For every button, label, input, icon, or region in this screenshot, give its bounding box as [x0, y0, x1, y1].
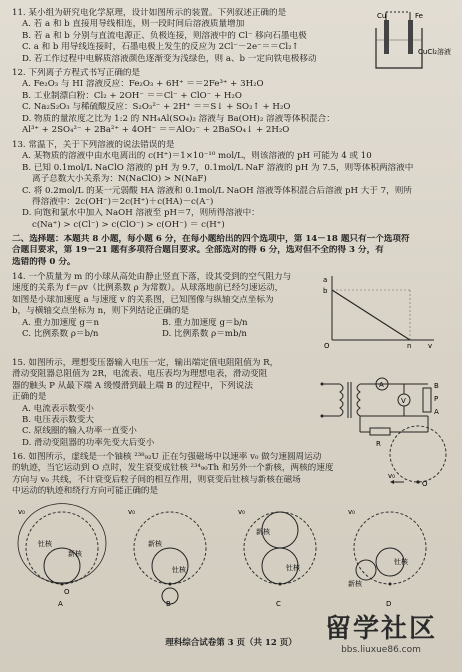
uranium-orbit-figure — [384, 420, 454, 488]
n-tick-label: n — [407, 342, 412, 348]
q13-option-d: D. 向饱和氯水中加入 NaOH 溶液至 pH＝7，则所得溶液中： — [22, 208, 260, 219]
q13-option-c: C. 将 0.2mol/L 的某一元弱酸 HA 溶液和 0.1mol/L NaOH 溶液等体积混合后溶液 pH 大于 7，则所 — [22, 185, 412, 196]
q14-option-c: C. 比例系数 ρ＝b/n — [22, 329, 99, 340]
q13-option-d-cont: c(Na⁺) > c(Cl⁻) > c(ClO⁻) > c(OH⁻) ＝ c(H⁺) — [32, 219, 225, 230]
q14-stem-2: 速度的关系为 f＝ρv（比例系数 ρ 为常数）。从球落地前已经匀速运动， — [12, 283, 284, 294]
q14-option-b: B. 重力加速度 g＝b/n — [162, 317, 248, 328]
q13-stem: 13. 常温下，关于下列溶液的说法错误的是 — [12, 140, 175, 150]
q16-label-d: D — [386, 600, 392, 608]
svg-text:v₀: v₀ — [238, 508, 245, 516]
q15-option-a: A. 电流表示数变小 — [22, 403, 94, 414]
q12-option-c: C. Na₂S₂O₃ 与稀硫酸反应：S₂O₃²⁻ + 2H⁺ ＝＝S↓ + SO₂↑ + H₂O — [22, 102, 291, 113]
question-12 — [12, 68, 452, 136]
q13-option-b: B. 已知 0.1mol/L NaClO 溶液的 pH 为 9.7，0.1mol/L NaF 溶液的 pH 为 7.5，则等体积两溶液中 — [22, 162, 414, 173]
svg-text:钍核: 钍核 — [286, 564, 300, 572]
q16-stem-2: 的轨迹，当它运动到 O 点时，发生衰变成钍核 ²³⁴₉₀Th 和另外一个新核，两核的速度 — [12, 463, 334, 474]
orbit-v0-label: v₀ — [388, 472, 395, 480]
q14-option-a: A. 重力加速度 g＝n — [22, 317, 99, 328]
svg-text:新核: 新核 — [256, 528, 270, 536]
q15-stem-4: 正确的是 — [12, 392, 47, 403]
q16-stem-1: 16. 如图所示，虚线是一个铀核 ²³⁸₉₂U 正在匀强磁场中以速率 v₀ 做匀速圆周运动 — [12, 452, 322, 462]
a-axis-label: a — [323, 276, 328, 284]
watermark-url: bbs.liuxue86.com — [341, 645, 421, 655]
q12-option-b: B. 工业制漂白粉：Cl₂ + 2OH⁻ ＝＝Cl⁻ + ClO⁻ + H₂O — [22, 90, 242, 101]
svg-text:O: O — [64, 588, 70, 596]
rheostat-bottom-label: A — [434, 408, 439, 416]
resistor-label: R — [376, 440, 381, 448]
rheostat-top-label: B — [434, 382, 439, 390]
section-2-line-2: 合题目要求，第 19－21 题有多项符合题目要求。全部选对的得 6 分，选对但不全的得 3 分，有 — [12, 245, 384, 256]
q12-option-d-equation: Al³⁺ + 2SO₄²⁻ + 2Ba²⁺ + 4OH⁻ ＝＝AlO₂⁻ + 2BaSO₄↓ + 2H₂O — [22, 125, 290, 136]
page-footer: 理科综合试卷第 3 页（共 12 页） — [165, 638, 297, 648]
q15-option-c: C. 原线圈的输入功率一直变小 — [22, 426, 137, 437]
section-2-line-3: 选错的得 0 分。 — [12, 256, 76, 267]
svg-text:新核: 新核 — [348, 580, 362, 588]
rheostat — [423, 388, 431, 412]
slider-p-label: P — [434, 395, 439, 403]
origin-label: O — [324, 342, 330, 348]
secondary-coil — [357, 384, 360, 416]
q16-label-c: C — [276, 600, 281, 608]
q13-option-c-cont: 得溶液中：2c(OH⁻)＝2c(H⁺)＋c(HA)－c(A⁻) — [32, 197, 214, 208]
question-14 — [12, 272, 312, 340]
b-tick-label: b — [323, 287, 328, 295]
q16-option-diagrams — [10, 500, 450, 610]
question-15 — [12, 358, 312, 449]
svg-text:新核: 新核 — [68, 550, 82, 558]
q16-stem-4: 中运动的轨迹和绕行方向可能正确的是 — [12, 486, 159, 497]
q11-stem: 11. 某小组为研究电化学原理，设计如图所示的装置。下列叙述正确的是 — [12, 8, 287, 18]
q15-stem-2: 滑动变阻器总阻值为 2R，电流表、电压表均为理想电表，滑动变阻 — [12, 369, 268, 380]
cu-electrode — [384, 20, 389, 54]
svg-text:v₀: v₀ — [128, 508, 135, 516]
voltmeter-label: V — [401, 397, 406, 405]
acceleration-velocity-graph — [318, 272, 438, 348]
cu-label: Cu — [377, 12, 387, 20]
ammeter-label: A — [379, 381, 384, 389]
q11-option-b: B. 若 a 和 b 分别与直流电源正、负极连接，则溶液中的 Cl⁻ 移向石墨电极 — [22, 30, 307, 41]
watermark-text: 留学社区 — [324, 614, 437, 644]
primary-coil — [340, 384, 343, 416]
svg-text:v₀: v₀ — [348, 508, 355, 516]
q11-option-c: C. a 和 b 用导线连接时，石墨电极上发生的反应为 2Cl⁻－2e⁻＝＝Cl₂↑ — [22, 42, 299, 53]
fe-label: Fe — [415, 12, 423, 20]
svg-text:v₀: v₀ — [18, 508, 25, 516]
q15-stem-3: 器的触头 P 从最下端 A 缓慢滑到最上端 B 的过程中，下列说法 — [12, 380, 253, 391]
electrolysis-cell-figure — [362, 8, 458, 74]
q16-diagram-a — [18, 504, 106, 608]
q11-option-d: D. 若工作过程中电解质溶液颜色逐渐变为浅绿色，则 a、b 一定向铁电极移动 — [22, 53, 317, 64]
q14-stem-1: 14. 一个质量为 m 的小球从高处由静止竖直下落，设其受到的空气阻力与 — [12, 272, 292, 282]
q16-diagram-c — [238, 508, 316, 608]
q16-label-b: B — [166, 600, 171, 608]
q12-option-a: A. Fe₂O₃ 与 HI 溶液反应：Fe₂O₃ + 6H⁺ ＝＝2Fe³⁺ + 3H₂O — [22, 79, 264, 90]
watermark — [306, 608, 456, 655]
solution-label: CuCl₂溶液 — [418, 48, 451, 56]
svg-text:钍核: 钍核 — [38, 540, 52, 548]
q12-option-d: D. 物质的量浓度之比为 1:2 的 NH₄Al(SO₄)₂ 溶液与 Ba(OH)₂ 溶液等体积混合： — [22, 113, 335, 124]
section-2-line-1: 二、选择题：本题共 8 小题，每小题 6 分，在每小题给出的四个选项中，第 14－18 题只有一个选项符 — [12, 234, 410, 244]
orbit-point-o: O — [422, 480, 428, 488]
q14-stem-3: 如图是小球加速度 a 与速度 v 的关系图，已知图像与纵轴交点坐标为 — [12, 294, 274, 305]
q12-stem: 12. 下列离子方程式书写正确的是 — [12, 68, 141, 78]
svg-text:新核: 新核 — [148, 540, 162, 548]
v-axis-label: v — [428, 342, 433, 348]
section-2-instructions — [12, 234, 452, 268]
q16-stem-3: 方向与 v₀ 共线，不计衰变后粒子间的相互作用，则衰变后钍核与新核在磁场 — [12, 474, 301, 485]
q13-option-a: A. 某物质的溶液中由水电离出的 c(H⁺)＝1×10⁻¹⁰ mol/L，则该溶液的 pH 可能为 4 或 10 — [22, 151, 372, 162]
q15-option-b: B. 电压表示数变大 — [22, 415, 94, 426]
question-11 — [12, 8, 342, 65]
q16-diagram-d — [348, 508, 426, 608]
svg-text:钍核: 钍核 — [394, 558, 408, 566]
q15-option-d: D. 滑动变阻器的功率先变大后变小 — [22, 437, 155, 448]
q14-option-d: D. 比例系数 ρ＝mb/n — [162, 329, 247, 340]
fe-electrode — [408, 20, 413, 54]
q14-stem-4: b，与横轴交点坐标为 n，则下列结论正确的是 — [12, 306, 190, 317]
a-v-line — [332, 290, 410, 340]
beaker-outline — [376, 28, 422, 68]
q11-option-a: A. 若 a 和 b 直接用导线相连，则一段时间后溶液质量增加 — [22, 19, 245, 30]
q13-option-b-cont: 离子总数大小关系为：N(NaClO) > N(NaF) — [32, 174, 207, 185]
svg-text:钍核: 钍核 — [172, 566, 186, 574]
question-13 — [12, 140, 452, 231]
q16-label-a: A — [58, 600, 63, 608]
q16-diagram-b — [128, 508, 206, 608]
q15-stem-1: 15. 如图所示，理想变压器输入电压一定，输出端定值电阻阻值为 R， — [12, 358, 279, 368]
